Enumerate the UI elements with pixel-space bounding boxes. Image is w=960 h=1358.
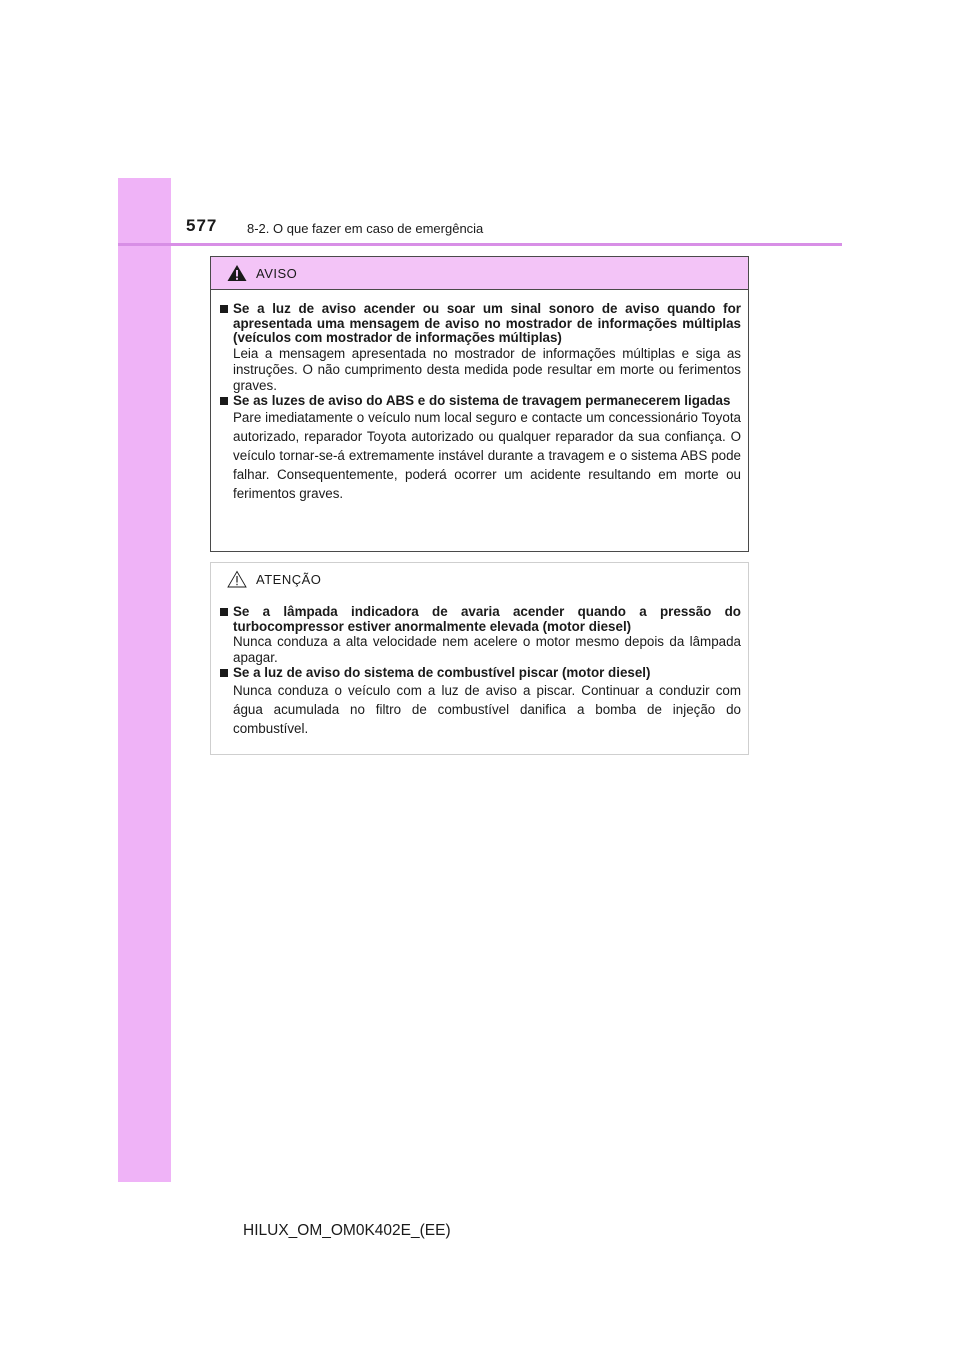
warning-item-title: Se as luzes de aviso do ABS e do sistema de travagem permanecerem ligadas (218, 394, 741, 409)
caution-item-text: Nunca conduza a alta velocidade nem acelere o motor mesmo depois da lâmpada apagar. (233, 634, 741, 665)
caution-triangle-icon (227, 570, 247, 588)
caution-item-title: Se a lâmpada indicadora de avaria acender quando a pressão do turbocompressor estiver anormalmente elevada (motor diesel) (218, 605, 741, 634)
warning-body (211, 290, 748, 503)
page-number: 577 (186, 216, 218, 235)
caution-label: ATENÇÃO (256, 571, 322, 587)
caution-item-text: Nunca conduza o veículo com a luz de aviso a piscar. Continuar a conduzir com água acumulada no filtro de combustível danifica a bomba de injeção do combustível. (233, 682, 741, 736)
caution-box (210, 562, 749, 755)
warning-header (211, 257, 748, 290)
warning-triangle-icon (227, 264, 247, 282)
header-rule (118, 243, 842, 246)
warning-label: AVISO (256, 265, 298, 281)
section-title: 8-2. O que fazer em caso de emergência (247, 221, 484, 236)
caution-item-title: Se a luz de aviso do sistema de combustível piscar (motor diesel) (218, 666, 741, 681)
warning-item-text: Pare imediatamente o veículo num local seguro e contacte um concessionário Toyota autorizado, reparador Toyota autorizado ou qualquer reparador da sua confiança. O veículo tornar-se-á extremamente instável durante a travagem e o sistema ABS pode falhar. Consequentemente, poderá ocorrer um acidente resultando em morte ou ferimentos graves. (233, 410, 741, 501)
caution-body (211, 595, 748, 738)
warning-item-text: Leia a mensagem apresentada no mostrador de informações múltiplas e siga as instruções. O não cumprimento desta medida pode resultar em morte ou ferimentos graves. (233, 345, 741, 393)
side-tab-bar (118, 178, 171, 1182)
document-code: HILUX_OM_OM0K402E_(EE) (243, 1222, 451, 1239)
warning-box (210, 256, 749, 552)
caution-header (211, 563, 748, 595)
warning-item-title: Se a luz de aviso acender ou soar um sinal sonoro de aviso quando for apresentada uma mensagem de aviso no mostrador de informações múltiplas (veículos com mostrador de informações múltiplas) (218, 302, 741, 346)
